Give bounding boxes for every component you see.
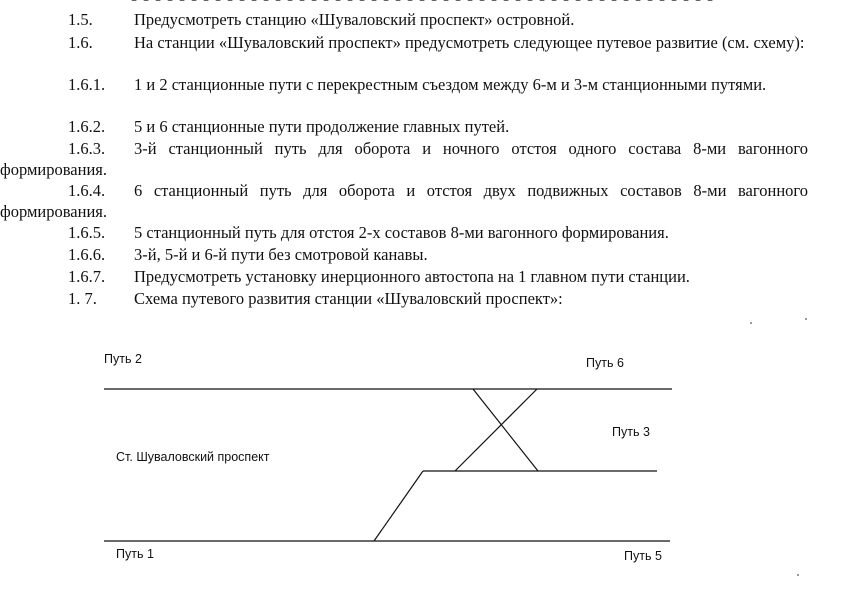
- paragraph-1-6-2: [0, 116, 808, 137]
- crossover-line-b: [455, 389, 537, 471]
- switch-line: [374, 471, 423, 541]
- track-1-label: Путь 1: [116, 547, 154, 561]
- paragraph-number: 1.6.3.: [68, 139, 106, 158]
- crossover-line-a: [473, 389, 538, 471]
- paragraph-text: 3-й станционный путь для оборота и ночного отстоя одного состава 8-ми вагонного формирования.: [0, 139, 808, 179]
- paragraph-number: 1.6.5.: [68, 223, 106, 242]
- station-label: Ст. Шуваловский проспект: [116, 450, 270, 464]
- track-2-label: Путь 2: [104, 352, 142, 366]
- paragraph-number: 1.6.1.: [68, 75, 106, 94]
- paragraph-number: 1.6.2.: [68, 117, 106, 136]
- paragraph-1-6-1: [0, 74, 808, 95]
- paragraph-number: 1.6.7.: [68, 267, 106, 286]
- paragraph-number: 1.5.: [68, 10, 93, 29]
- paragraph-1-6-5: [0, 222, 808, 243]
- paragraph-number: 1. 7.: [68, 289, 97, 308]
- paragraph-number: 1.6.6.: [68, 245, 106, 264]
- paragraph-text: Схема путевого развития станции «Шуваловский проспект»:: [134, 289, 563, 308]
- paragraph-text: 5 станционный путь для отстоя 2-х составов 8-ми вагонного формирования.: [134, 223, 669, 242]
- paragraph-text: Предусмотреть установку инерционного автостопа на 1 главном пути станции.: [134, 267, 690, 286]
- scan-speck: [750, 322, 752, 324]
- paragraph-1-7: [0, 288, 808, 309]
- paragraph-1-6-3: [0, 138, 808, 180]
- paragraph-text: На станции «Шуваловский проспект» предусмотреть следующее путевое развитие (см. схему):: [134, 33, 805, 52]
- scan-speck: [805, 318, 807, 320]
- paragraph-text: 1 и 2 станционные пути с перекрестным съездом между 6-м и 3-м станционными путями.: [134, 75, 767, 94]
- cut-off-previous-line: ⁃ ⁃ ⁃ ⁃ ⁃ ⁃ ⁃ ⁃ ⁃ ⁃ ⁃ ⁃ ⁃ ⁃ ⁃ ⁃ ⁃ ⁃ ⁃ ⁃ ⁃ ⁃ ⁃ ⁃ ⁃ ⁃ ⁃ ⁃ ⁃ ⁃ ⁃ ⁃ ⁃ ⁃ ⁃ ⁃ ⁃ ⁃ ⁃ ⁃ ⁃ ⁃ ⁃ ⁃ ⁃ ⁃ ⁃ ⁃ ⁃: [130, 0, 714, 10]
- paragraph-1-6-7: [0, 266, 808, 287]
- paragraph-number: 1.6.: [68, 33, 93, 52]
- paragraph-text: Предусмотреть станцию «Шуваловский проспект» островной.: [134, 10, 575, 29]
- paragraph-1-6-4: [0, 180, 808, 222]
- track-5-label: Путь 5: [624, 549, 662, 563]
- paragraph-1-6-6: [0, 244, 808, 265]
- track-3-label: Путь 3: [612, 425, 650, 439]
- paragraph-1-5: [0, 9, 808, 30]
- paragraph-text: 5 и 6 станционные пути продолжение главных путей.: [134, 117, 510, 136]
- paragraph-1-6: [0, 32, 808, 53]
- paragraph-text: 6 станционный путь для оборота и отстоя двух подвижных составов 8-ми вагонного формирования.: [0, 181, 808, 221]
- track-6-label: Путь 6: [586, 356, 624, 370]
- track-layout-diagram: [0, 330, 845, 595]
- paragraph-number: 1.6.4.: [68, 181, 106, 200]
- paragraph-text: 3-й, 5-й и 6-й пути без смотровой канавы.: [134, 245, 428, 264]
